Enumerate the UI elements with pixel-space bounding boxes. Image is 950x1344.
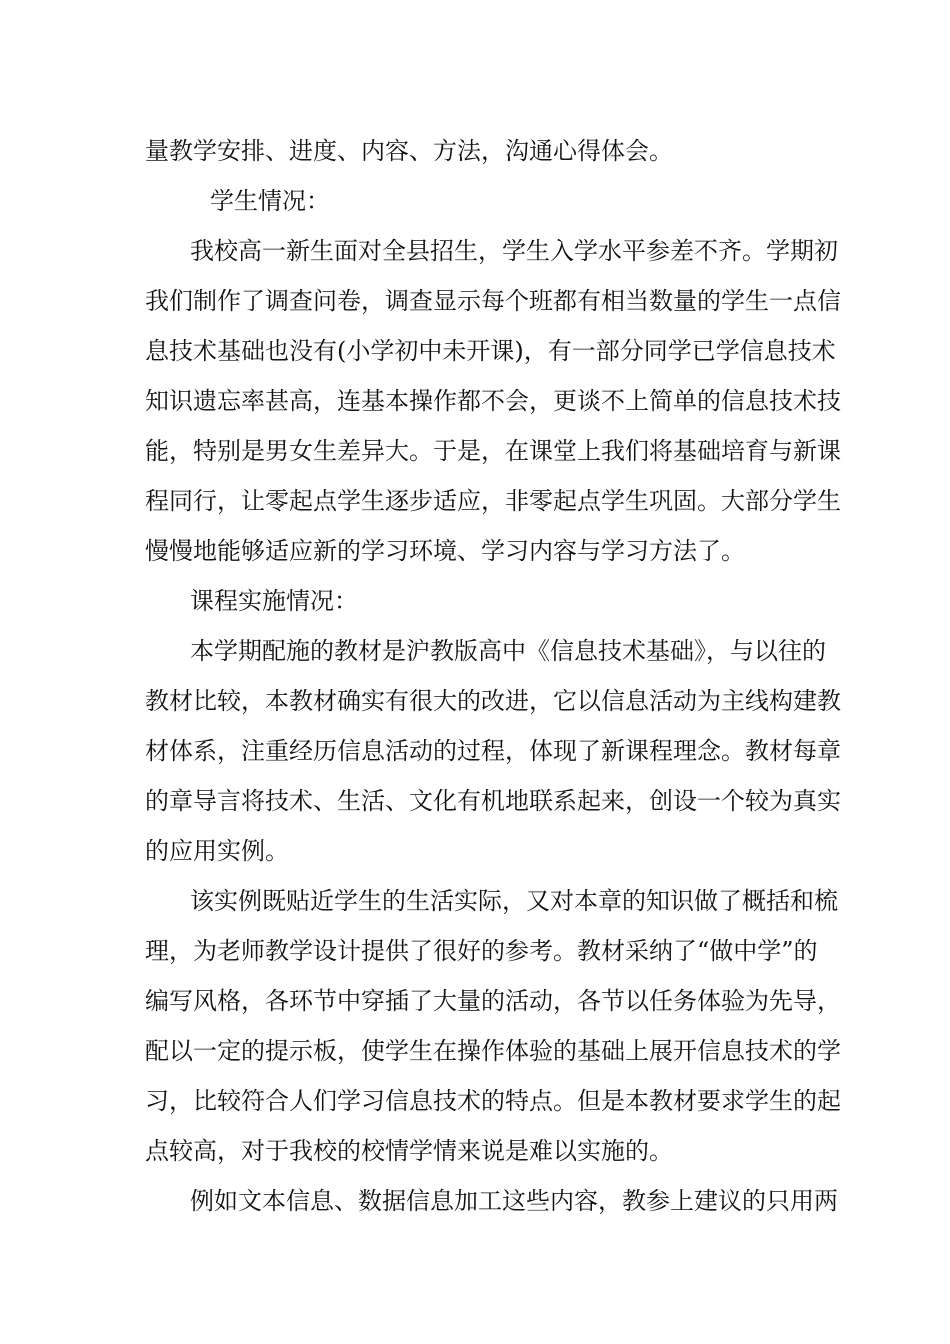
text-line: 的应用实例。 (145, 837, 289, 865)
text-line: 能，特别是男女生差异大。于是，在课堂上我们将基础培育与新课 (145, 437, 841, 465)
text-line: 配以一定的提示板，使学生在操作体验的基础上展开信息技术的学 (145, 1037, 841, 1065)
text-line: 材体系，注重经历信息活动的过程，体现了新课程理念。教材每章 (145, 737, 841, 765)
text-line: 我们制作了调查问卷，调查显示每个班都有相当数量的学生一点信 (145, 287, 841, 315)
paragraph-first-line: 该实例既贴近学生的生活实际，又对本章的知识做了概括和梳 (190, 887, 838, 915)
paragraph-first-line: 本学期配施的教材是沪教版高中《信息技术基础》，与以往的 (190, 637, 826, 665)
section-heading-course-implementation: 课程实施情况： (190, 587, 358, 615)
text-line: 息技术基础也没有(小学初中未开课)，有一部分同学已学信息技术 (145, 337, 836, 365)
section-heading-student-situation: 学生情况： (210, 187, 330, 215)
text-line: 点较高，对于我校的校情学情来说是难以实施的。 (145, 1137, 673, 1165)
text-line: 程同行，让零起点学生逐步适应，非零起点学生巩固。大部分学生 (145, 487, 841, 515)
text-line: 知识遗忘率甚高，连基本操作都不会，更谈不上简单的信息技术技 (145, 387, 841, 415)
text-line: 的章导言将技术、生活、文化有机地联系起来，创设一个较为真实 (145, 787, 841, 815)
text-line: 习，比较符合人们学习信息技术的特点。但是本教材要求学生的起 (145, 1087, 841, 1115)
text-line: 慢慢地能够适应新的学习环境、学习内容与学习方法了。 (145, 537, 745, 565)
text-line: 理，为老师教学设计提供了很好的参考。教材采纳了“做中学”的 (145, 937, 818, 965)
text-line: 编写风格，各环节中穿插了大量的活动，各节以任务体验为先导， (145, 987, 841, 1015)
text-line: 教材比较，本教材确实有很大的改进，它以信息活动为主线构建教 (145, 687, 841, 715)
text-line: 量教学安排、进度、内容、方法，沟通心得体会。 (145, 137, 673, 165)
paragraph-first-line: 例如文本信息、数据信息加工这些内容，教参上建议的只用两 (190, 1187, 838, 1215)
paragraph-first-line: 我校高一新生面对全县招生，学生入学水平参差不齐。学期初 (190, 237, 838, 265)
